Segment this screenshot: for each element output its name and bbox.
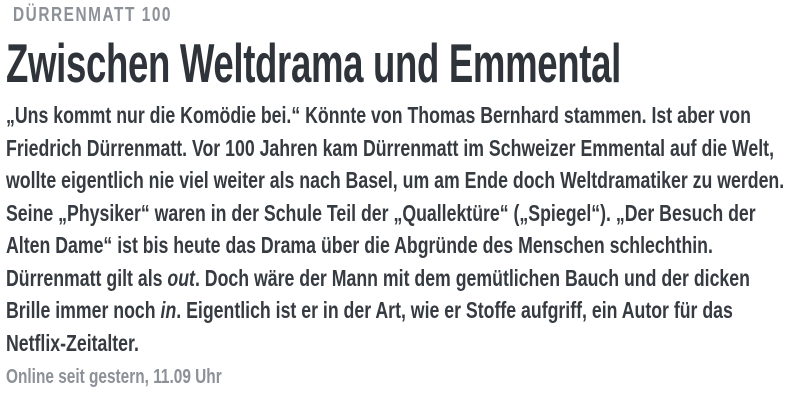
article-kicker: DÜRRENMATT 100	[13, 4, 173, 26]
body-text-segment: . Eigentlich ist er in der Art, wie er Stoffe aufgriff, ein Autor für das Netflix-Zeitalter.	[6, 297, 733, 356]
article-timestamp: Online seit gestern, 11.09 Uhr	[6, 366, 222, 388]
article-body	[6, 99, 791, 359]
body-italic-word-in: in	[160, 297, 177, 323]
body-text-segment: „Uns kommt nur die Komödie bei.“ Könnte von Thomas Bernhard stammen. Ist aber von Friedrich Dürrenmatt. Vor 100 Jahren kam Dürrenmatt im Schweizer Emmental auf die Welt, wollte eigentlich nie viel weiter als nach Basel, um am Ende doch Weltdramatiker zu werden. Seine „Physiker“ waren in der Schule Teil der „Quallektüre“ („Spiegel“). „Der Besuch der Alten Dame“ ist bis heute das Drama über die Abgründe des Menschen schlechthin. Dürrenmatt gilt als	[6, 102, 785, 291]
body-italic-word-out: out	[167, 264, 195, 291]
body-text-segment: . Doch wäre der Mann mit dem gemütlichen Bauch und der dicken Brille immer noch	[6, 264, 750, 323]
article-headline[interactable]: Zwischen Weltdrama und Emmental	[6, 32, 621, 94]
